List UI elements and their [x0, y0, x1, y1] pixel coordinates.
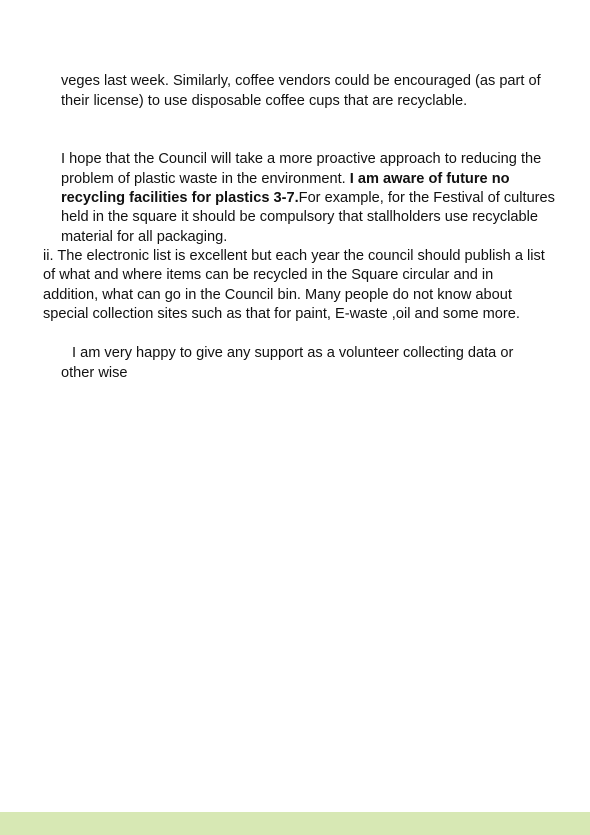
paragraph-3-line-3: addition, what can go in the Council bin. Many people do not know about: [43, 287, 512, 303]
paragraph-2-line-2-bold: I am aware of future no: [349, 171, 510, 187]
paragraph-3-line-2: of what and where items can be recycled in the Square circular and in: [43, 267, 494, 283]
paragraph-3-line-4: special collection sites such as that for paint, E-waste ,oil and some more.: [43, 306, 520, 322]
paragraph-2-line-2: [61, 170, 510, 190]
paragraph-2-line-3-regular: For example, for the Festival of cultures: [298, 190, 555, 206]
paragraph-2-line-4: held in the square it should be compulsory that stallholders use recyclable: [61, 209, 538, 225]
paragraph-2-line-2-regular: problem of plastic waste in the environment.: [61, 171, 350, 187]
paragraph-2-line-5: material for all packaging.: [61, 229, 228, 245]
paragraph-4-line-1: I am very happy to give any support as a volunteer collecting data or: [72, 345, 514, 361]
paragraph-1-line-2: their license) to use disposable coffee cups that are recyclable.: [61, 93, 468, 109]
footer-color-bar: [0, 812, 590, 835]
paragraph-2-line-1: I hope that the Council will take a more proactive approach to reducing the: [61, 151, 542, 167]
paragraph-3-line-1: ii. The electronic list is excellent but each year the council should publish a list: [43, 248, 545, 264]
paragraph-2-line-3-bold: recycling facilities for plastics 3-7.: [61, 190, 299, 206]
paragraph-4-line-2: other wise: [61, 365, 128, 381]
paragraph-1-line-1: veges last week. Similarly, coffee vendors could be encouraged (as part of: [61, 73, 541, 89]
paragraph-2-line-3: [61, 189, 555, 209]
